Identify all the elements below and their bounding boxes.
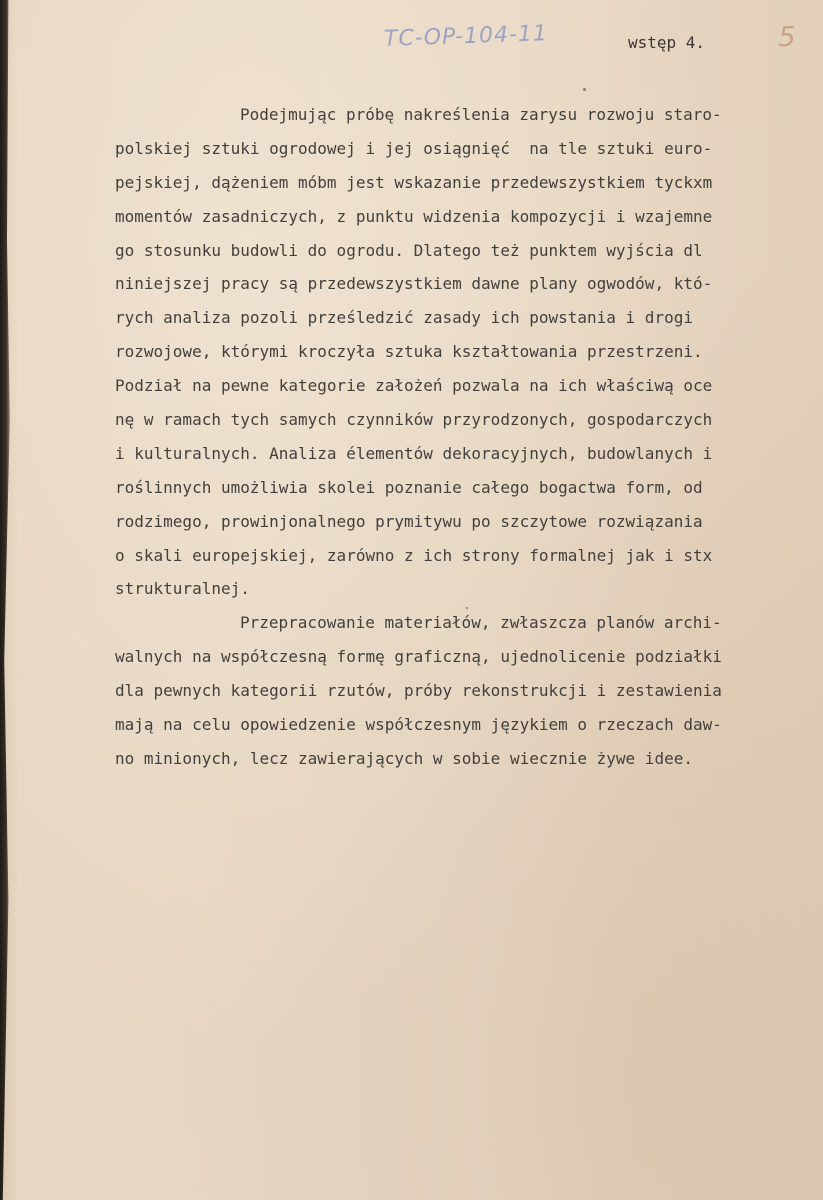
section-label: wstęp 4.: [628, 33, 706, 52]
text-line: i kulturalnych. Analiza élementów dekoracyjnych, budowlanych i: [115, 443, 713, 463]
text-line: o skali europejskiej, zarówno z ich strony formalnej jak i stx: [115, 545, 713, 565]
text-line: nę w ramach tych samych czynników przyrodzonych, gospodarczych: [115, 410, 713, 430]
text-line: go stosunku budowli do ogrodu. Dlatego też punktem wyjścia dl: [115, 240, 703, 260]
text-line: rozwojowe, którymi kroczyła sztuka kształtowania przestrzeni.: [115, 342, 703, 362]
text-line: niniejszej pracy są przedewszystkiem dawne plany ogwodów, któ-: [115, 274, 713, 294]
ink-speck: [583, 88, 586, 91]
paragraph-1: [115, 98, 823, 606]
text-line: dla pewnych kategorii rzutów, próby rekonstrukcji i zestawienia: [115, 681, 722, 701]
text-line: Przepracowanie materiałów, zwłaszcza planów archi-: [240, 613, 722, 633]
text-line: roślinnych umożliwia skolei poznanie całego bogactwa form, od: [115, 477, 703, 497]
text-line: polskiej sztuki ogrodowej i jej osiągnięć na tle sztuki euro-: [115, 138, 713, 158]
page-left-edge-shadow: [0, 0, 14, 1200]
text-line: strukturalnej.: [115, 579, 250, 599]
text-line: mają na celu opowiedzenie współczesnym językiem o rzeczach daw-: [115, 715, 722, 735]
text-line: no minionych, lecz zawierających w sobie wiecznie żywe idee.: [115, 748, 693, 768]
text-line: Podział na pewne kategorie założeń pozwala na ich właściwą oce: [115, 376, 713, 396]
body-text: [115, 98, 823, 776]
text-line: rodzimego, prowinjonalnego prymitywu po szczytowe rozwiązania: [115, 511, 703, 531]
text-line: rych analiza pozoli prześledzić zasady ich powstania i drogi: [115, 308, 693, 328]
text-line: Podejmując próbę nakreślenia zarysu rozwoju staro-: [240, 105, 722, 124]
paragraph-2: [115, 606, 823, 775]
text-line: walnych na współczesną formę graficzną, ujednolicenie podziałki: [115, 647, 722, 667]
handwritten-archive-id: TC-OP-104-11: [383, 21, 549, 52]
text-line: momentów zasadniczych, z punktu widzenia kompozycji i wzajemne: [115, 206, 713, 226]
handwritten-page-number: 5: [778, 20, 796, 53]
text-line: pejskiej, dążeniem mόbm jest wskazanie przedewszystkiem tyckxm: [115, 172, 713, 192]
